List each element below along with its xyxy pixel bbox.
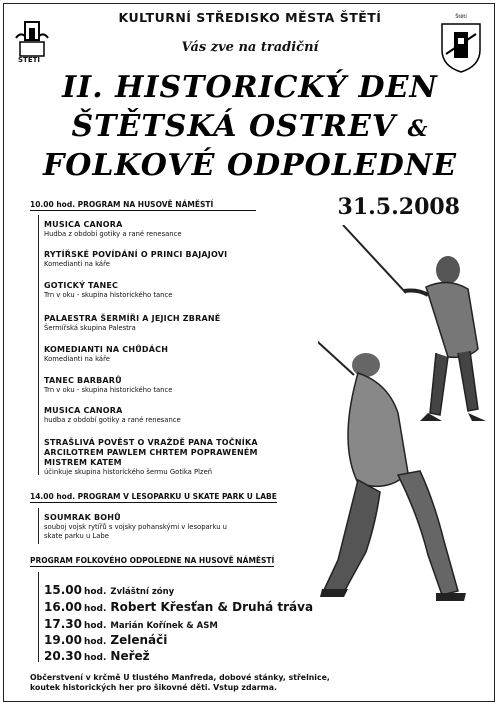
item-desc: Komedianti na káře: [44, 260, 110, 268]
program-item: [44, 281, 314, 300]
event-date: 31.5.2008: [337, 194, 460, 220]
item-desc: hudba z období gotiky a rané renesance: [44, 416, 181, 424]
item-desc: souboj vojsk rytířů s vojsky pohanskými v lesoparku u skate parku u Labe: [44, 523, 227, 540]
hod-label: hod.: [83, 604, 107, 614]
item-name: MUSICA CANORA: [44, 406, 123, 415]
item-desc: Komedianti na káře: [44, 355, 110, 363]
schedule-time: 15.00: [44, 583, 82, 597]
program3-rule: [38, 572, 39, 662]
item-desc: Trn v oku - skupina historického tance: [44, 386, 173, 394]
schedule-performer: Marián Kořínek & ASM: [110, 621, 218, 631]
item-desc: účinkuje skupina historického šermu Gotika Plzeň: [44, 468, 213, 476]
program1-heading: 10.00 hod. PROGRAM NA HUSOVĚ NÁMĚSTÍ: [30, 200, 256, 211]
footer-line-2: koutek historických her pro šikovné děti. Vstup zdarma.: [30, 683, 277, 692]
item-desc: Hudba z období gotiky a rané renesance: [44, 230, 182, 238]
program-item: [44, 438, 289, 477]
footer-note: [30, 673, 470, 693]
hod-label: hod.: [83, 653, 107, 663]
item-name: TANEC BARBARŮ: [44, 376, 122, 385]
program-item: [44, 345, 314, 364]
invite-line: Vás zve na tradiční: [181, 40, 319, 55]
schedule-performer: Zvláštní zóny: [110, 587, 175, 597]
title-ampersand: &: [407, 116, 429, 142]
program-item: [44, 314, 314, 333]
program3-heading: PROGRAM FOLKOVÉHO ODPOLEDNE NA HUSOVĚ NÁMĚSTÍ: [30, 556, 275, 565]
hod-label: hod.: [83, 637, 107, 647]
item-name: MUSICA CANORA: [44, 220, 123, 229]
program-item: [44, 220, 314, 239]
coat-of-arms-label: Štětí: [455, 14, 467, 20]
item-desc: Trn v oku - skupina historického tance: [44, 291, 173, 299]
title-line-3: FOLKOVÉ ODPOLEDNE: [42, 148, 458, 183]
schedule-time: 20.30: [44, 649, 82, 663]
item-name: KOMEDIANTI NA CHŮDÁCH: [44, 345, 169, 354]
program2-rule: [38, 508, 39, 544]
item-name: RYTÍŘSKÉ POVÍDÁNÍ O PRINCI BAJAJOVI: [44, 250, 228, 259]
footer-line-1: Občerstvení v krčmě U tlustého Manfreda, dobové stánky, střelnice,: [30, 673, 330, 682]
item-name: GOTICKÝ TANEC: [44, 281, 119, 290]
program-item: [44, 406, 314, 425]
schedule-time: 16.00: [44, 600, 82, 614]
schedule-time: 17.30: [44, 617, 82, 631]
item-name: SOUMRAK BOHŮ: [44, 513, 121, 522]
fencers-illustration: [318, 225, 488, 610]
title-line-2: [0, 109, 500, 147]
schedule-time: 19.00: [44, 633, 82, 647]
schedule-performer: Zelenáči: [110, 633, 168, 647]
program-item: [44, 513, 244, 541]
schedule-row: [44, 645, 150, 664]
program1-rule: [38, 215, 39, 475]
hod-label: hod.: [83, 587, 107, 597]
organizer-heading: KULTURNÍ STŘEDISKO MĚSTA ŠTĚTÍ: [118, 10, 382, 25]
title-line-2-text: ŠTĚTSKÁ OSTREV: [71, 109, 397, 144]
program-item: [44, 376, 314, 395]
program-item: [44, 250, 314, 269]
item-desc: Šermířská skupina Palestra: [44, 324, 136, 332]
town-logo-label: ŠTĚTÍ: [18, 56, 40, 64]
hod-label: hod.: [83, 621, 107, 631]
program2-heading: 14.00 hod. PROGRAM V LESOPARKU U SKATE PARK U LABE: [30, 492, 277, 501]
schedule-performer: Robert Křesťan & Druhá tráva: [110, 600, 314, 614]
item-name: PALAESTRA ŠERMÍŘI A JEJICH ZBRANĚ: [44, 314, 221, 323]
item-name: STRAŠLIVÁ POVĚST O VRAŽDĚ PANA TOČNÍKA ARCILOTREM PAWLEM CHRTEM POPRAWENÉM MISTREM KATEM: [44, 438, 258, 467]
title-line-1: II. HISTORICKÝ DEN: [62, 70, 438, 105]
schedule-performer: Neřež: [110, 649, 150, 663]
